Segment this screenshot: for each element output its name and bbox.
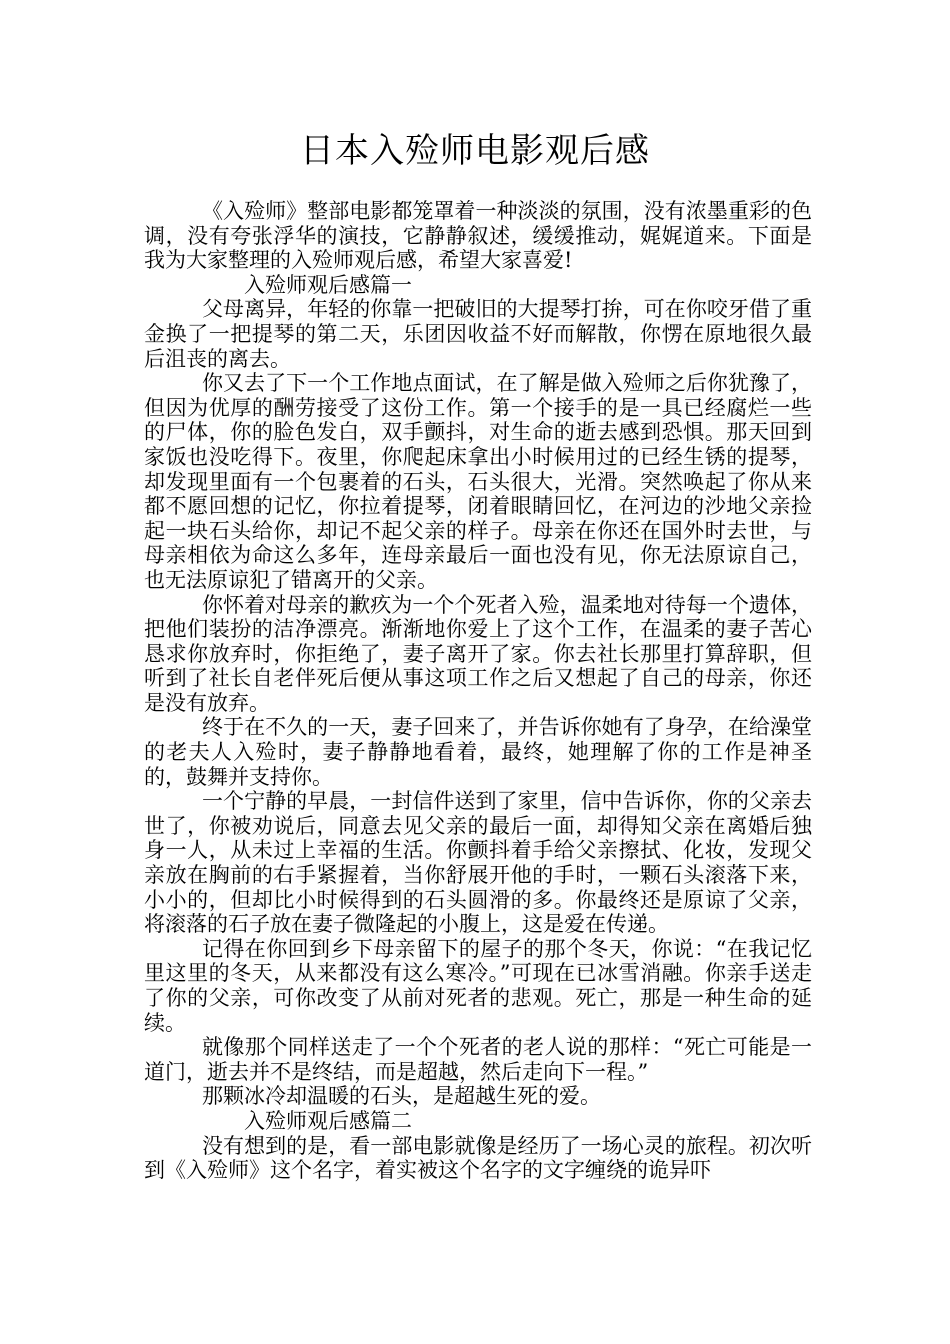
section-subheading: 入殓师观后感篇一	[244, 272, 412, 297]
document-body	[144, 199, 812, 1183]
paragraph: 一个宁静的早晨，一封信件送到了家里，信中告诉你，你的父亲去世了，你被劝说后，同意去见父亲的最后一面，却得知父亲在离婚后独身一人，从未过上幸福的生活。你颤抖着手给父亲擦拭、化妆，发现父亲放在胸前的右手紧握着，当你舒展开他的手时，一颗石头滚落下来，小小的，但却比小时候得到的石头圆滑的多。你最终还是原谅了父亲，将滚落的石子放在妻子微隆起的小腹上，这是爱在传递。	[144, 789, 812, 937]
paragraph: 终于在不久的一天，妻子回来了，并告诉你她有了身孕，在给澡堂的老夫人入殓时，妻子静静地看着，最终，她理解了你的工作是神圣的，鼓舞并支持你。	[144, 715, 812, 789]
paragraph: 你怀着对母亲的歉疚为一个个死者入殓，温柔地对待每一个遗体，把他们装扮的洁净漂亮。渐渐地你爱上了这个工作，在温柔的妻子苦心恳求你放弃时，你拒绝了，妻子离开了家。你去社长那里打算辞职，但听到了社长自老伴死后便从事这项工作之后又想起了自己的母亲，你还是没有放弃。	[144, 592, 812, 715]
paragraph: 你又去了下一个工作地点面试，在了解是做入殓师之后你犹豫了，但因为优厚的酬劳接受了这份工作。第一个接手的是一具已经腐烂一些的尸体，你的脸色发白，双手颤抖，对生命的逝去感到恐惧。那天回到家饭也没吃得下。夜里，你爬起床拿出小时候用过的已经生锈的提琴，却发现里面有一个包裹着的石头，石头很大，光滑。突然唤起了你从来都不愿回想的记忆，你拉着提琴，闭着眼睛回忆，在河边的沙地父亲捡起一块石头给你，却记不起父亲的样子。母亲在你还在国外时去世，与母亲相依为命这么多年，连母亲最后一面也没有见，你无法原谅自己，也无法原谅犯了错离开的父亲。	[144, 371, 812, 592]
paragraph: 《入殓师》整部电影都笼罩着一种淡淡的氛围，没有浓墨重彩的色调，没有夸张浮华的演技，它静静叙述，缓缓推动，娓娓道来。下面是我为大家整理的入殓师观后感，希望大家喜爱!	[144, 199, 812, 273]
document-title: 日本入殓师电影观后感	[300, 131, 650, 171]
section-subheading: 入殓师观后感篇二	[244, 1108, 412, 1133]
paragraph: 记得在你回到乡下母亲留下的屋子的那个冬天，你说：“在我记忆里这里的冬天，从来都没有这么寒冷。”可现在已冰雪消融。你亲手送走了你的父亲，可你改变了从前对死者的悲观。死亡，那是一种生命的延续。	[144, 936, 812, 1035]
paragraph: 没有想到的是，看一部电影就像是经历了一场心灵的旅程。初次听到《入殓师》这个名字，着实被这个名字的文字缠绕的诡异吓	[144, 1133, 812, 1183]
paragraph: 那颗冰冷却温暖的石头，是超越生死的爱。	[202, 1084, 601, 1109]
paragraph: 父母离异，年轻的你靠一把破旧的大提琴打拚，可在你咬牙借了重金换了一把提琴的第二天，乐团因收益不好而解散，你愣在原地很久最后沮丧的离去。	[144, 297, 812, 371]
paragraph: 就像那个同样送走了一个个死者的老人说的那样：“死亡可能是一道门，逝去并不是终结，而是超越，然后走向下一程。”	[144, 1035, 812, 1084]
